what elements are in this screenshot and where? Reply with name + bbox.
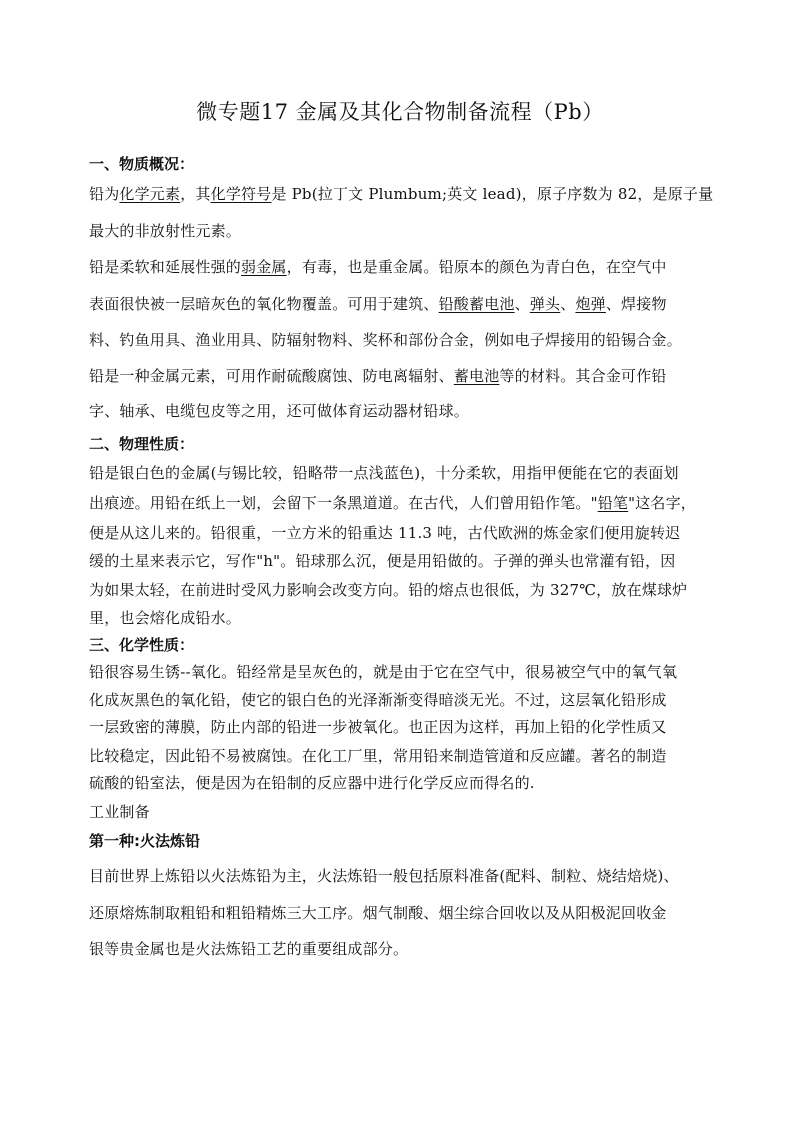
paragraph-line: 字、轴承、电缆包皮等之用，还可做体育运动器材铅球。 bbox=[89, 402, 470, 420]
paragraph-line: 一层致密的薄膜，防止内部的铅进一步被氧化。也正因为这样，再加上铅的化学性质又 bbox=[89, 718, 667, 736]
text-run: 出痕迹。用铅在纸上一划，会留下一条黑道道。在古代，人们曾用铅作笔。" bbox=[89, 494, 598, 512]
link-shell[interactable]: 炮弹 bbox=[575, 295, 606, 313]
paragraph-line: 银等贵金属也是火法炼铅工艺的重要组成部分。 bbox=[89, 940, 409, 958]
paragraph-line bbox=[89, 365, 667, 386]
paragraph-line bbox=[89, 183, 713, 204]
paragraph-line: 铅很容易生锈--氧化。铅经常是呈灰色的，就是由于它在空气中，很易被空气中的氧气氧 bbox=[89, 663, 678, 681]
section-heading-chemical: 三、化学性质： bbox=[89, 636, 195, 654]
link-storage-battery[interactable]: 蓄电池 bbox=[453, 367, 500, 385]
section-heading-overview: 一、物质概况： bbox=[89, 155, 195, 173]
paragraph-line: 便是从这儿来的。铅很重，一立方米的铅重达 11.3 吨，古代欧洲的炼金家们便用旋转迟 bbox=[89, 524, 681, 542]
text-run: 表面很快被一层暗灰色的氧化物覆盖。可用于建筑、 bbox=[89, 295, 439, 313]
subsection-label: 工业制备 bbox=[89, 803, 150, 821]
text-run: 铅为 bbox=[89, 185, 120, 203]
text-run: 、 bbox=[514, 295, 530, 313]
text-run: 铅是柔软和延展性强的 bbox=[89, 258, 242, 276]
section-heading-pyrometallurgy bbox=[89, 830, 200, 851]
text-run: 等的材料。其合金可作铅 bbox=[499, 367, 667, 385]
link-chemical-symbol[interactable]: 化学符号 bbox=[210, 185, 272, 203]
link-lead-acid-battery[interactable]: 铅酸蓄电池 bbox=[438, 295, 515, 313]
section-heading-physical: 二、物理性质： bbox=[89, 435, 195, 453]
link-chemical-element[interactable]: 化学元素 bbox=[119, 185, 181, 203]
paragraph-line: 化成灰黑色的氧化铅，使它的银白色的光泽渐渐变得暗淡无光。不过，这层氧化铅形成 bbox=[89, 691, 667, 709]
paragraph-line: 料、钓鱼用具、渔业用具、防辐射物料、奖杯和部份合金，例如电子焊接用的铅锡合金。 bbox=[89, 331, 682, 349]
paragraph-line: 里，也会熔化成铅水。 bbox=[89, 609, 242, 627]
text-run: 铅是一种金属元素，可用作耐硫酸腐蚀、防电离辐射、 bbox=[89, 367, 454, 385]
paragraph-line: 还原熔炼制取粗铅和粗铅精炼三大工序。烟气制酸、烟尘综合回收以及从阳极泥回收金 bbox=[89, 904, 667, 922]
paragraph-line: 缓的土星来表示它，写作"h"。铅球那么沉，便是用铅做的。子弹的弹头也常灌有铅，因 bbox=[89, 552, 676, 570]
link-weak-metal[interactable]: 弱金属 bbox=[241, 258, 287, 276]
paragraph-line bbox=[89, 293, 667, 314]
text-run: "这名字， bbox=[628, 494, 697, 512]
paragraph-line: 为如果太轻，在前进时受风力影响会改变方向。铅的熔点也很低，为 327℃，放在煤球炉 bbox=[89, 581, 688, 599]
paragraph-line: 铅是银白色的金属(与锡比较，铅略带一点浅蓝色)，十分柔软，用指甲便能在它的表面划 bbox=[89, 464, 679, 482]
paragraph-line bbox=[89, 256, 667, 277]
text-run: 、焊接物 bbox=[605, 295, 667, 313]
heading-bold-part: 第一种 bbox=[89, 832, 135, 850]
link-pencil[interactable]: 铅笔 bbox=[597, 494, 629, 512]
text-run: 是 Pb(拉丁文 Plumbum;英文 lead)，原子序数为 82，是原子量 bbox=[271, 185, 714, 203]
paragraph-line: 最大的非放射性元素。 bbox=[89, 222, 242, 240]
paragraph-line bbox=[89, 492, 696, 513]
paragraph-line: 硫酸的铅室法，便是因为在铅制的反应器中进行化学反应而得名的. bbox=[89, 774, 535, 792]
heading-rest-part: :火法炼铅 bbox=[134, 832, 201, 850]
text-run: ，有毒，也是重金属。铅原本的颜色为青白色，在空气中 bbox=[286, 258, 667, 276]
text-run: ，其 bbox=[180, 185, 211, 203]
link-bullet[interactable]: 弹头 bbox=[529, 295, 561, 313]
paragraph-line: 目前世界上炼铅以火法炼铅为主，火法炼铅一般包括原料准备(配料、制粒、烧结焙烧)、 bbox=[89, 867, 679, 885]
paragraph-line: 比较稳定，因此铅不易被腐蚀。在化工厂里，常用铅来制造管道和反应罐。著名的制造 bbox=[89, 747, 667, 765]
text-run: 、 bbox=[560, 295, 576, 313]
page-title: 微专题17 金属及其化合物制备流程（Pb） bbox=[196, 100, 604, 124]
